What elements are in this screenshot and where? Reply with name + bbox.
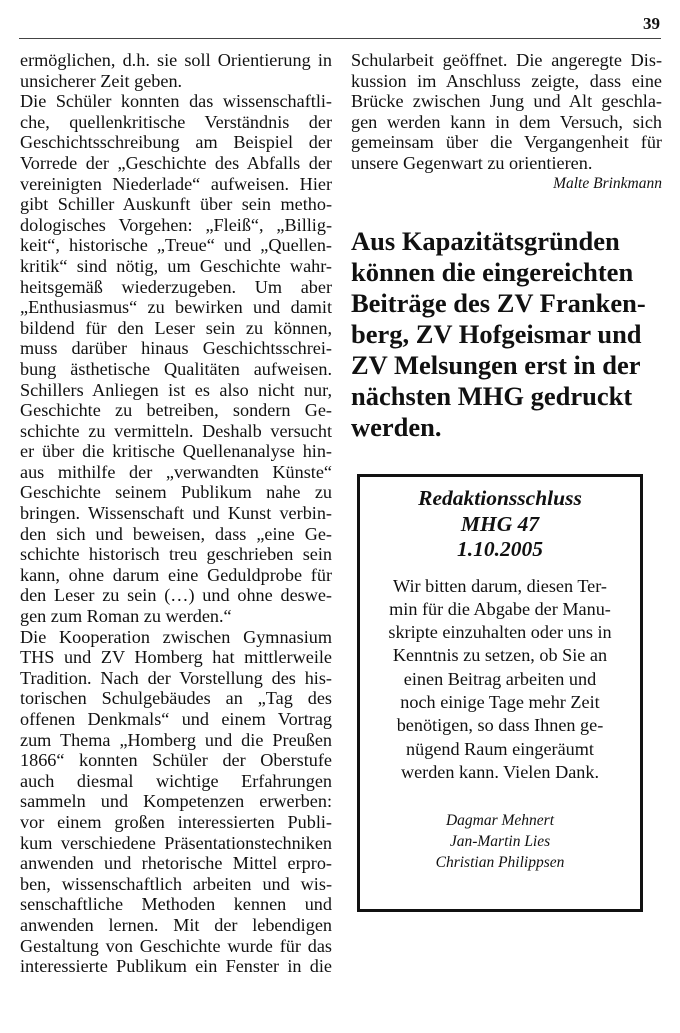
text-line: kussion im Anschluss zeigte, dass eine bbox=[351, 70, 662, 91]
text-line: aus mithilfe der „verwandten Künste“ bbox=[20, 461, 332, 482]
text-line: können die eingereichten bbox=[351, 257, 634, 287]
editor-name: Jan-Martin Lies bbox=[449, 833, 551, 851]
text-line: Geschichtsschreibung am Beispiel der bbox=[20, 132, 332, 153]
text-line: offenen Denkmals“ und einem Vortrag bbox=[20, 709, 332, 729]
text-line: kann, ohne darum eine Geduldprobe für bbox=[20, 564, 332, 585]
message-line: skripte einzuhalten oder uns in bbox=[388, 622, 612, 643]
message-line: nügend Raum eingeräumt bbox=[406, 738, 594, 759]
editor-name: Dagmar Mehnert bbox=[445, 812, 555, 830]
text-line: Die Schüler konnten das wissenschaftli- bbox=[20, 91, 332, 112]
text-line: vereinigten Niederlade“ aufweisen. Hier bbox=[20, 173, 332, 194]
text-line: interessierte Publikum ein Fenster in die bbox=[20, 956, 332, 977]
deadline-message bbox=[360, 575, 640, 785]
text-line: anwenden lernen. Mit der lebendigen bbox=[20, 914, 332, 935]
text-line: keit“, historische „Treue“ und „Quellen- bbox=[20, 235, 332, 256]
text-line: 1866“ konnten Schüler der Oberstufe bbox=[20, 750, 332, 771]
text-line: anwenden und rhetorische Mittel erpro- bbox=[20, 853, 332, 874]
text-line: unsicherer Zeit geben. bbox=[20, 70, 183, 91]
editor-names bbox=[360, 810, 640, 873]
text-line: sammeln und Kompetenzen erwerben: bbox=[20, 791, 332, 812]
message-line: einen Beitrag arbeiten und bbox=[403, 668, 597, 689]
text-line: vor einem großen interessierten Publi- bbox=[20, 811, 332, 832]
message-line: Wir bitten darum, diesen Ter- bbox=[393, 575, 607, 596]
text-line: zum Thema „Homberg und die Preußen bbox=[20, 729, 332, 750]
text-line: Tradition. Nach der Vorstellung des his- bbox=[20, 667, 332, 688]
message-line: Kenntnis zu setzen, ob Sie an bbox=[392, 645, 608, 666]
deadline-date: 1.10.2005 bbox=[457, 537, 543, 561]
text-line: heitsgemäß wiederzugeben. Um aber bbox=[20, 276, 332, 297]
text-line: schichte zu vermitteln. Deshalb versucht bbox=[20, 420, 332, 441]
text-line: gibt Schiller Auskunft über sein metho- bbox=[20, 194, 332, 215]
capacity-headline bbox=[351, 226, 661, 443]
text-line: ben, wissenschaftlich arbeiten und wis- bbox=[20, 873, 332, 894]
text-line: gen zum Roman zu werden.“ bbox=[20, 606, 232, 627]
text-line: werden. bbox=[351, 412, 442, 442]
message-line: noch einige Tage mehr Zeit bbox=[400, 691, 600, 712]
text-line: Die Kooperation zwischen Gymnasium bbox=[20, 626, 332, 647]
author-signature: Malte Brinkmann bbox=[553, 174, 662, 192]
left-column-article bbox=[20, 50, 332, 977]
text-line: „Enthusiasmus“ zu bewirken und damit bbox=[20, 297, 332, 318]
text-line: gen werden kann in dem Versuch, sich bbox=[351, 111, 662, 132]
text-line: auch diesmal wichtige Erfahrungen bbox=[20, 770, 332, 791]
text-line: den Leser zu sein (…) und ohne deswe- bbox=[20, 585, 332, 606]
message-line: min für die Abgabe der Manu- bbox=[389, 598, 611, 619]
text-line: schichte historisch treu geschrieben sein bbox=[20, 544, 332, 565]
message-line: benötigen, so dass Ihnen ge- bbox=[396, 715, 604, 736]
header-rule bbox=[19, 38, 661, 39]
text-line: Geschichte seinem Publikum nahe zu bbox=[20, 482, 332, 503]
text-line: che, quellenkritische Verständnis der bbox=[20, 111, 332, 132]
deadline-issue: MHG 47 bbox=[460, 511, 540, 536]
right-column-article bbox=[351, 50, 662, 194]
text-line: unsere Gegenwart zu orientieren. bbox=[351, 152, 593, 173]
right-column-text bbox=[351, 50, 662, 174]
text-line: Brücke zwischen Jung und Alt geschla- bbox=[351, 91, 662, 112]
text-line: Vorrede der „Geschichte des Abfalls der bbox=[20, 152, 332, 173]
text-line: senschaftliche Methoden kennen und bbox=[20, 894, 332, 915]
text-line: gemeinsam über die Vergangenheit für bbox=[351, 132, 662, 153]
deadline-title bbox=[360, 486, 640, 563]
text-line: Gestaltung von Geschichte wurde für das bbox=[20, 935, 332, 956]
text-line: nächsten MHG gedruckt bbox=[351, 381, 633, 411]
text-line: ZV Melsungen erst in der bbox=[351, 350, 641, 380]
text-line: Aus Kapazitätsgründen bbox=[351, 226, 620, 256]
text-line: torischen Schulgebäudes an „Tag des bbox=[20, 688, 332, 709]
text-line: kum verschiedene Präsentationstechniken bbox=[20, 832, 332, 853]
text-line: Schularbeit geöffnet. Die angeregte Dis- bbox=[351, 50, 662, 70]
text-line: dologisches Vorgehen: „Fleiß“, „Billig- bbox=[20, 214, 332, 235]
text-line: Schillers Anliegen ist es also nicht nur, bbox=[20, 379, 332, 400]
text-line: kritik“ sind nötig, um Geschichte wahr- bbox=[20, 255, 332, 276]
text-line: bringen. Wissenschaft und Kunst verbin- bbox=[20, 503, 332, 524]
text-line: den sich und beweisen, dass „eine Ge- bbox=[20, 523, 332, 544]
text-line: Beiträge des ZV Franken- bbox=[351, 288, 646, 318]
text-line: bildend für den Leser sein zu können, bbox=[20, 317, 332, 338]
text-line: ermöglichen, d.h. sie soll Orientierung in bbox=[20, 50, 332, 70]
page-number: 39 bbox=[643, 14, 660, 33]
text-line: muss darüber hinaus Geschichtsschrei- bbox=[20, 338, 332, 359]
editor-name: Christian Philippsen bbox=[435, 854, 565, 872]
text-line: berg, ZV Hofgeismar und bbox=[351, 319, 642, 349]
message-line: werden kann. Vielen Dank. bbox=[400, 761, 600, 782]
text-line: er über die kritische Quellenanalyse hin- bbox=[20, 441, 332, 462]
editorial-deadline-box bbox=[357, 474, 643, 912]
text-line: THS und ZV Homberg hat mittlerweile bbox=[20, 647, 332, 668]
text-line: Geschichte zu betreiben, sondern Ge- bbox=[20, 400, 332, 421]
deadline-title-line: Redaktionsschluss bbox=[418, 486, 582, 510]
text-line: bung ästhetische Qualitäten aufweisen. bbox=[20, 358, 332, 379]
